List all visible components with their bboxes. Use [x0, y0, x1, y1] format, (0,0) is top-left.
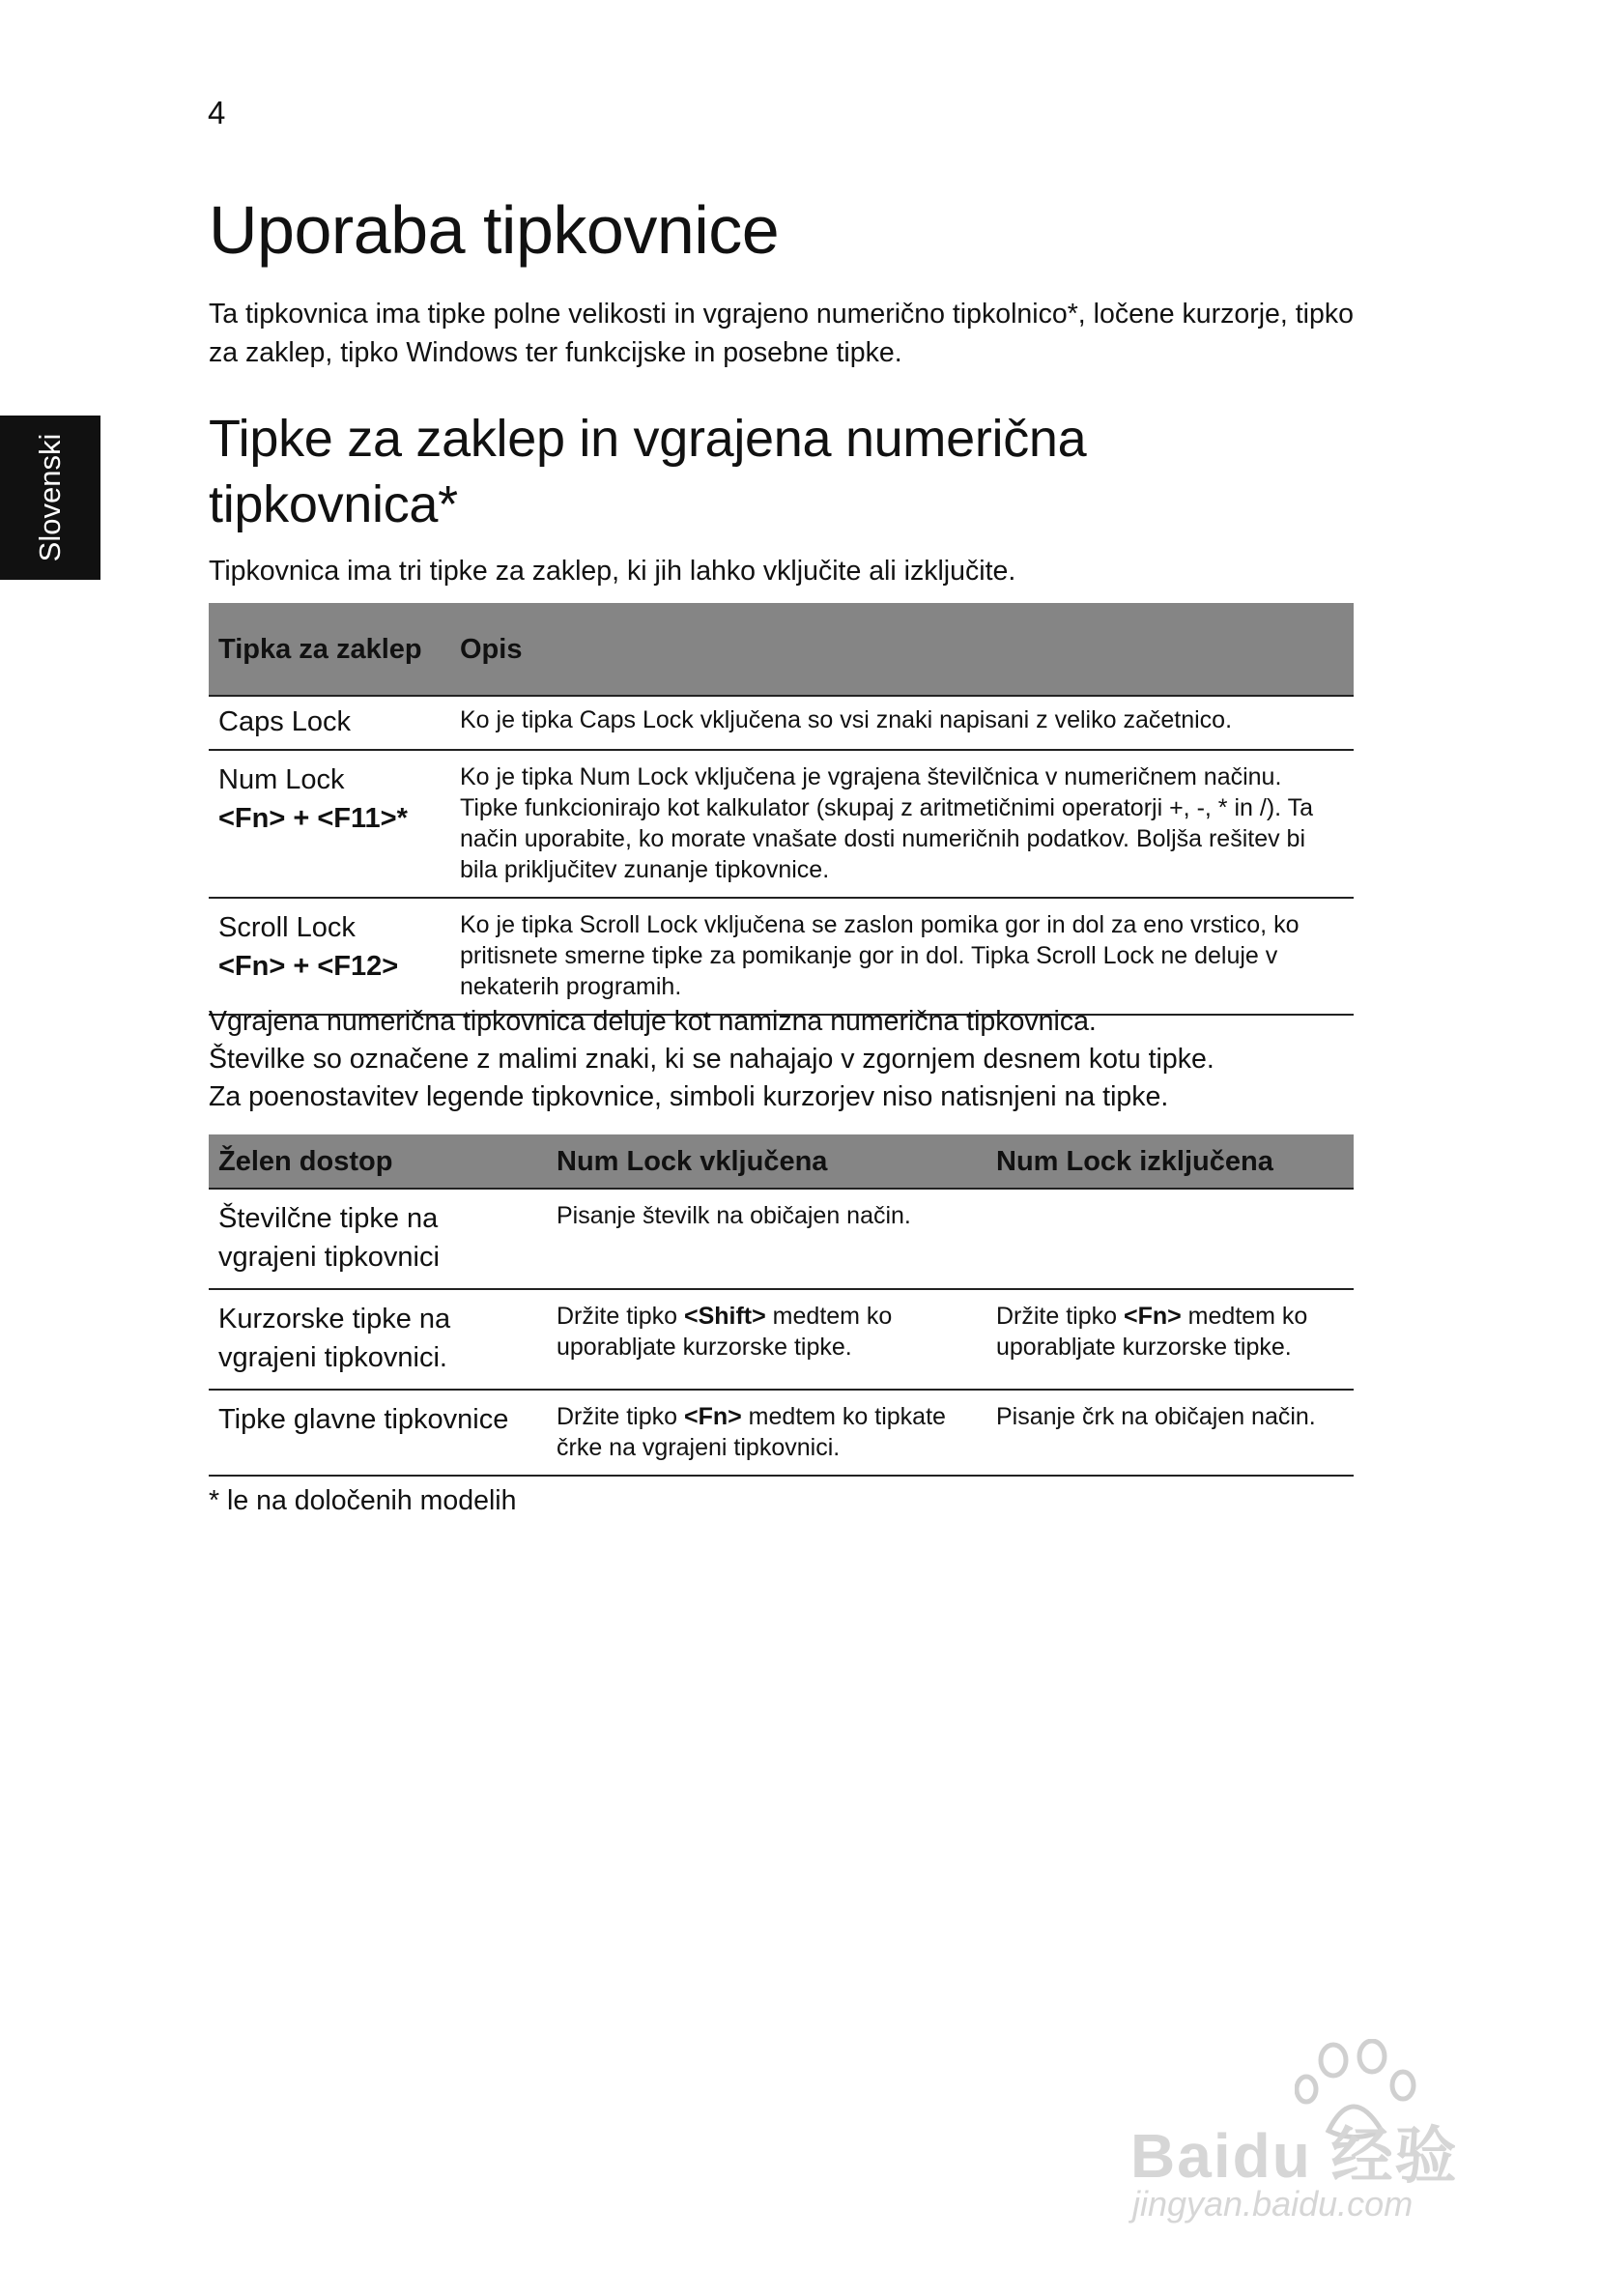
access-cell: Kurzorske tipke na vgrajeni tipkovnici. [209, 1289, 547, 1390]
cell-text: medtem ko uporabljate kurzorske tipke. [996, 1303, 1308, 1361]
num-lock-on-cell [547, 1390, 986, 1476]
table-row [209, 1390, 1354, 1476]
page-title: Uporaba tipkovnice [209, 192, 780, 268]
column-header: Num Lock izključena [986, 1134, 1354, 1189]
cell-text: Držite tipko [557, 1403, 684, 1430]
num-lock-on-cell [547, 1189, 986, 1289]
description-cell: Ko je tipka Caps Lock vključena so vsi znaki napisani z veliko začetnico. [450, 696, 1354, 750]
language-label: Slovenski [33, 433, 67, 562]
num-lock-on-cell [547, 1289, 986, 1390]
key-name: Num Lock [218, 764, 345, 795]
column-header: Tipka za zaklep [209, 603, 450, 696]
intro-paragraph: Ta tipkovnica ima tipke polne velikosti in vgrajeno numerično tipkolnico*, ločene kurzorje, tipko za zaklep, tipko Windows ter funkcijske in posebne tipke. [209, 299, 1354, 368]
page-content [209, 186, 1354, 1516]
access-cell: Številčne tipke na vgrajeni tipkovnici [209, 1189, 547, 1289]
table-row [209, 750, 1354, 898]
key-name: Scroll Lock [218, 912, 356, 943]
num-lock-off-cell [986, 1289, 1354, 1390]
cell-text: medtem ko uporabljate kurzorske tipke. [557, 1303, 893, 1361]
key-label: <Fn> [1123, 1303, 1182, 1330]
table-row [209, 898, 1354, 1015]
access-cell: Tipke glavne tipkovnice [209, 1390, 547, 1476]
numpad-line: Številke so označene z malimi znaki, ki se nahajajo v zgornjem desnem kotu tipke. [209, 1044, 1214, 1075]
footnote: * le na določenih modelih [209, 1485, 517, 1516]
key-combo: <Fn> + <F11>* [218, 803, 408, 834]
table-header-row [209, 1134, 1354, 1189]
language-side-tab [0, 416, 100, 580]
table-row [209, 1189, 1354, 1289]
column-header: Opis [450, 603, 1354, 696]
cell-text: Pisanje številk na običajen način. [557, 1202, 911, 1229]
key-cell [209, 750, 450, 898]
table-row [209, 696, 1354, 750]
key-cell [209, 898, 450, 1015]
section-lead: Tipkovnica ima tri tipke za zaklep, ki jih lahko vključite ali izključite. [209, 556, 1016, 587]
access-table [209, 1134, 1354, 1477]
baidu-watermark [1111, 2039, 1517, 2232]
numpad-line: Vgrajena numerična tipkovnica deluje kot namizna numerična tipkovnica. [209, 1006, 1097, 1037]
num-lock-off-cell [986, 1189, 1354, 1289]
key-cell [209, 696, 450, 750]
watermark-url: jingyan.baidu.com [1132, 2184, 1414, 2224]
key-label: <Fn> [683, 1403, 742, 1430]
column-header: Num Lock vključena [547, 1134, 986, 1189]
watermark-brand: Baidu 经验 [1130, 2121, 1459, 2191]
column-header: Želen dostop [209, 1134, 547, 1189]
cell-text: Držite tipko [996, 1303, 1124, 1330]
description-cell: Ko je tipka Scroll Lock vključena se zaslon pomika gor in dol za eno vrstico, ko pritisnete smerne tipke za pomikanje gor in dol. Tipka Scroll Lock ne deluje v nekaterih programih. [450, 898, 1354, 1015]
lock-keys-table [209, 603, 1354, 1016]
section-title: Tipke za zaklep in vgrajena numerična tipkovnica* [209, 410, 1087, 533]
key-name: Caps Lock [218, 706, 352, 737]
key-label: <Shift> [683, 1303, 766, 1330]
num-lock-off-cell [986, 1390, 1354, 1476]
cell-text: Držite tipko [557, 1303, 684, 1330]
cell-text: medtem ko tipkate črke na vgrajeni tipkovnici. [557, 1403, 946, 1461]
numpad-line: Za poenostavitev legende tipkovnice, simboli kurzorjev niso natisnjeni na tipke. [209, 1081, 1169, 1112]
numpad-description [209, 1003, 1354, 1116]
table-row [209, 1289, 1354, 1390]
page-number: 4 [208, 95, 226, 130]
key-combo: <Fn> + <F12> [218, 951, 399, 982]
description-cell: Ko je tipka Num Lock vključena je vgrajena številčnica v numeričnem načinu. Tipke funkcionirajo kot kalkulator (skupaj z aritmetičnimi operatorji +, -, * in /). Ta način uporabite, ko morate vnašate dosti numeričnih podatkov. Boljša rešitev bi bila priključitev zunanje tipkovnice. [450, 750, 1354, 898]
cell-text: Pisanje črk na običajen način. [996, 1403, 1316, 1430]
table-header-row [209, 603, 1354, 696]
